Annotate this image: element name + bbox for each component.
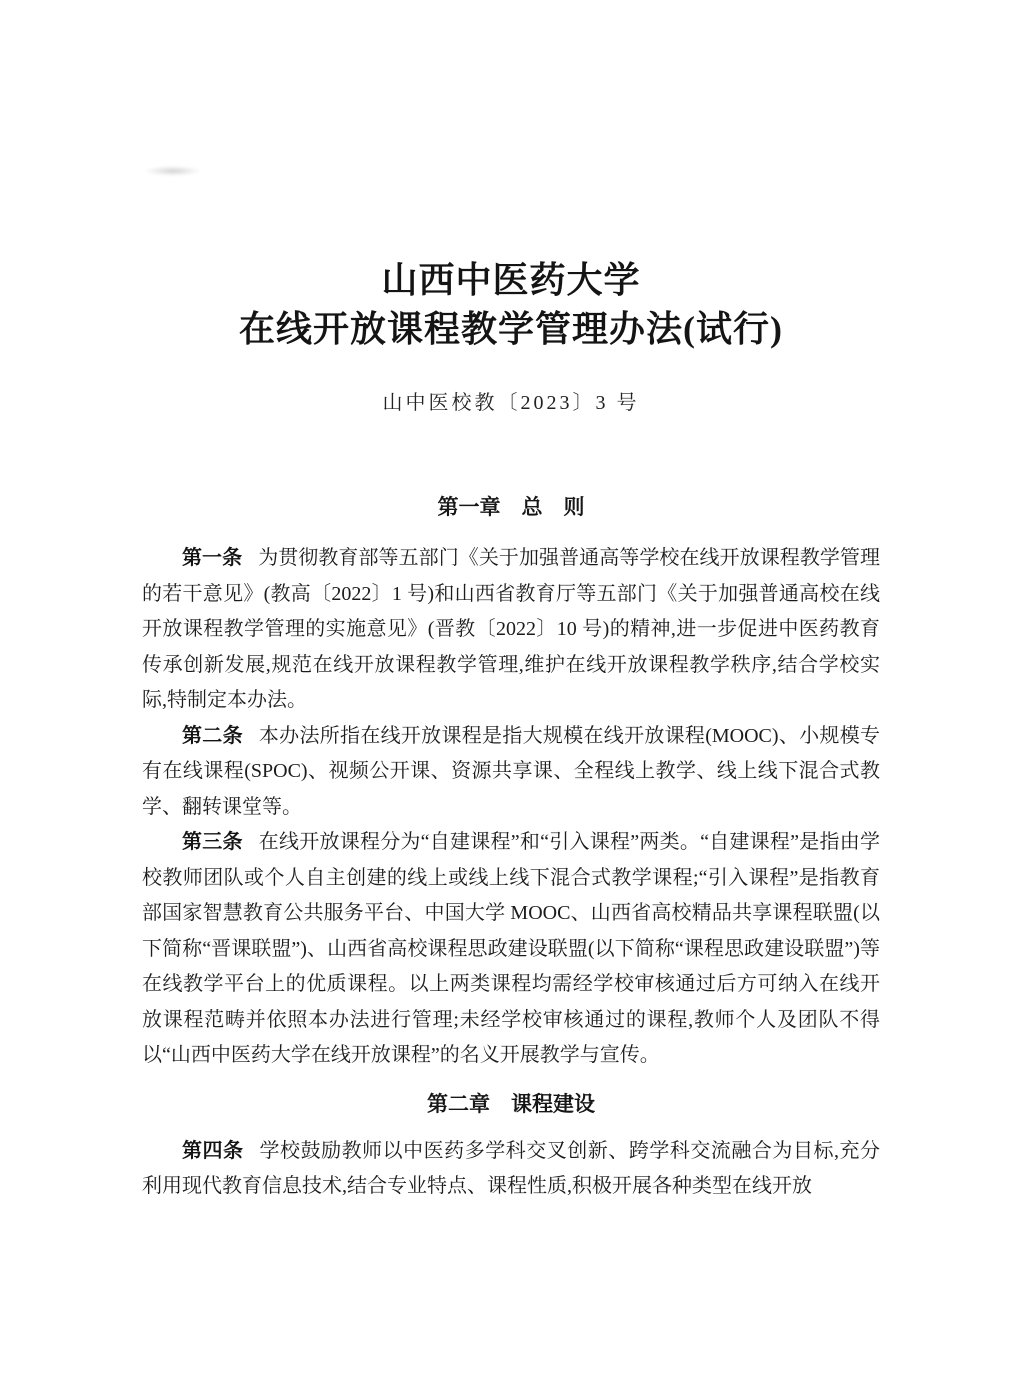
article-1	[142, 541, 880, 719]
chapter-1-articles	[142, 541, 880, 1074]
document-title-line2: 在线开放课程教学管理办法(试行)	[239, 309, 783, 349]
article-1-number: 第一条	[182, 547, 243, 569]
chapter-2-articles	[142, 1134, 880, 1205]
article-4	[142, 1134, 880, 1205]
article-4-number: 第四条	[182, 1139, 244, 1162]
document-content	[142, 0, 880, 1205]
article-3-text: 在线开放课程分为“自建课程”和“引入课程”两类。“自建课程”是指由学校教师团队或个人自主创建的线上或线上线下混合式教学课程;“引入课程”是指教育部国家智慧教育公共服务平台、中国大学 MOOC、山西省高校精品共享课程联盟(以下简称“晋课联盟”)、山西省高校课程思政建设联盟(以下简称“课程思政建设联盟”)等在线教学平台上的优质课程。以上两类课程均需经学校审核通过后方可纳入在线开放课程范畴并依照本办法进行管理;未经学校审核通过的课程,教师个人及团队不得以“山西中医药大学在线开放课程”的名义开展教学与宣传。	[142, 831, 881, 1066]
article-4-text: 学校鼓励教师以中医药多学科交叉创新、跨学科交流融合为目标,充分利用现代教育信息技术,结合专业特点、课程性质,积极开展各种类型在线开放	[142, 1139, 881, 1197]
article-3	[142, 825, 880, 1074]
document-number: 山中医校教〔2023〕3 号	[382, 392, 640, 414]
document-title	[142, 256, 880, 354]
document-title-line1: 山西中医药大学	[381, 260, 641, 300]
article-2-text: 本办法所指在线开放课程是指大规模在线开放课程(MOOC)、小规模专有在线课程(SPOC)、视频公开课、资源共享课、全程线上教学、线上线下混合式教学、翻转课堂等。	[142, 724, 880, 818]
chapter-1-heading: 第一章 总 则	[437, 496, 585, 519]
article-3-number: 第三条	[182, 831, 243, 853]
article-2-number: 第二条	[182, 724, 243, 747]
article-2	[142, 719, 880, 826]
article-1-text: 为贯彻教育部等五部门《关于加强普通高等学校在线开放课程教学管理的若干意见》(教高〔2022〕1 号)和山西省教育厅等五部门《关于加强普通高校在线开放课程教学管理的实施意见》(晋教〔2022〕10 号)的精神,进一步促进中医药教育传承创新发展,规范在线开放课程教学管理,维护在线开放课程教学秩序,结合学校实际,特制定本办法。	[142, 547, 881, 711]
chapter-2-heading: 第二章 课程建设	[427, 1092, 595, 1116]
